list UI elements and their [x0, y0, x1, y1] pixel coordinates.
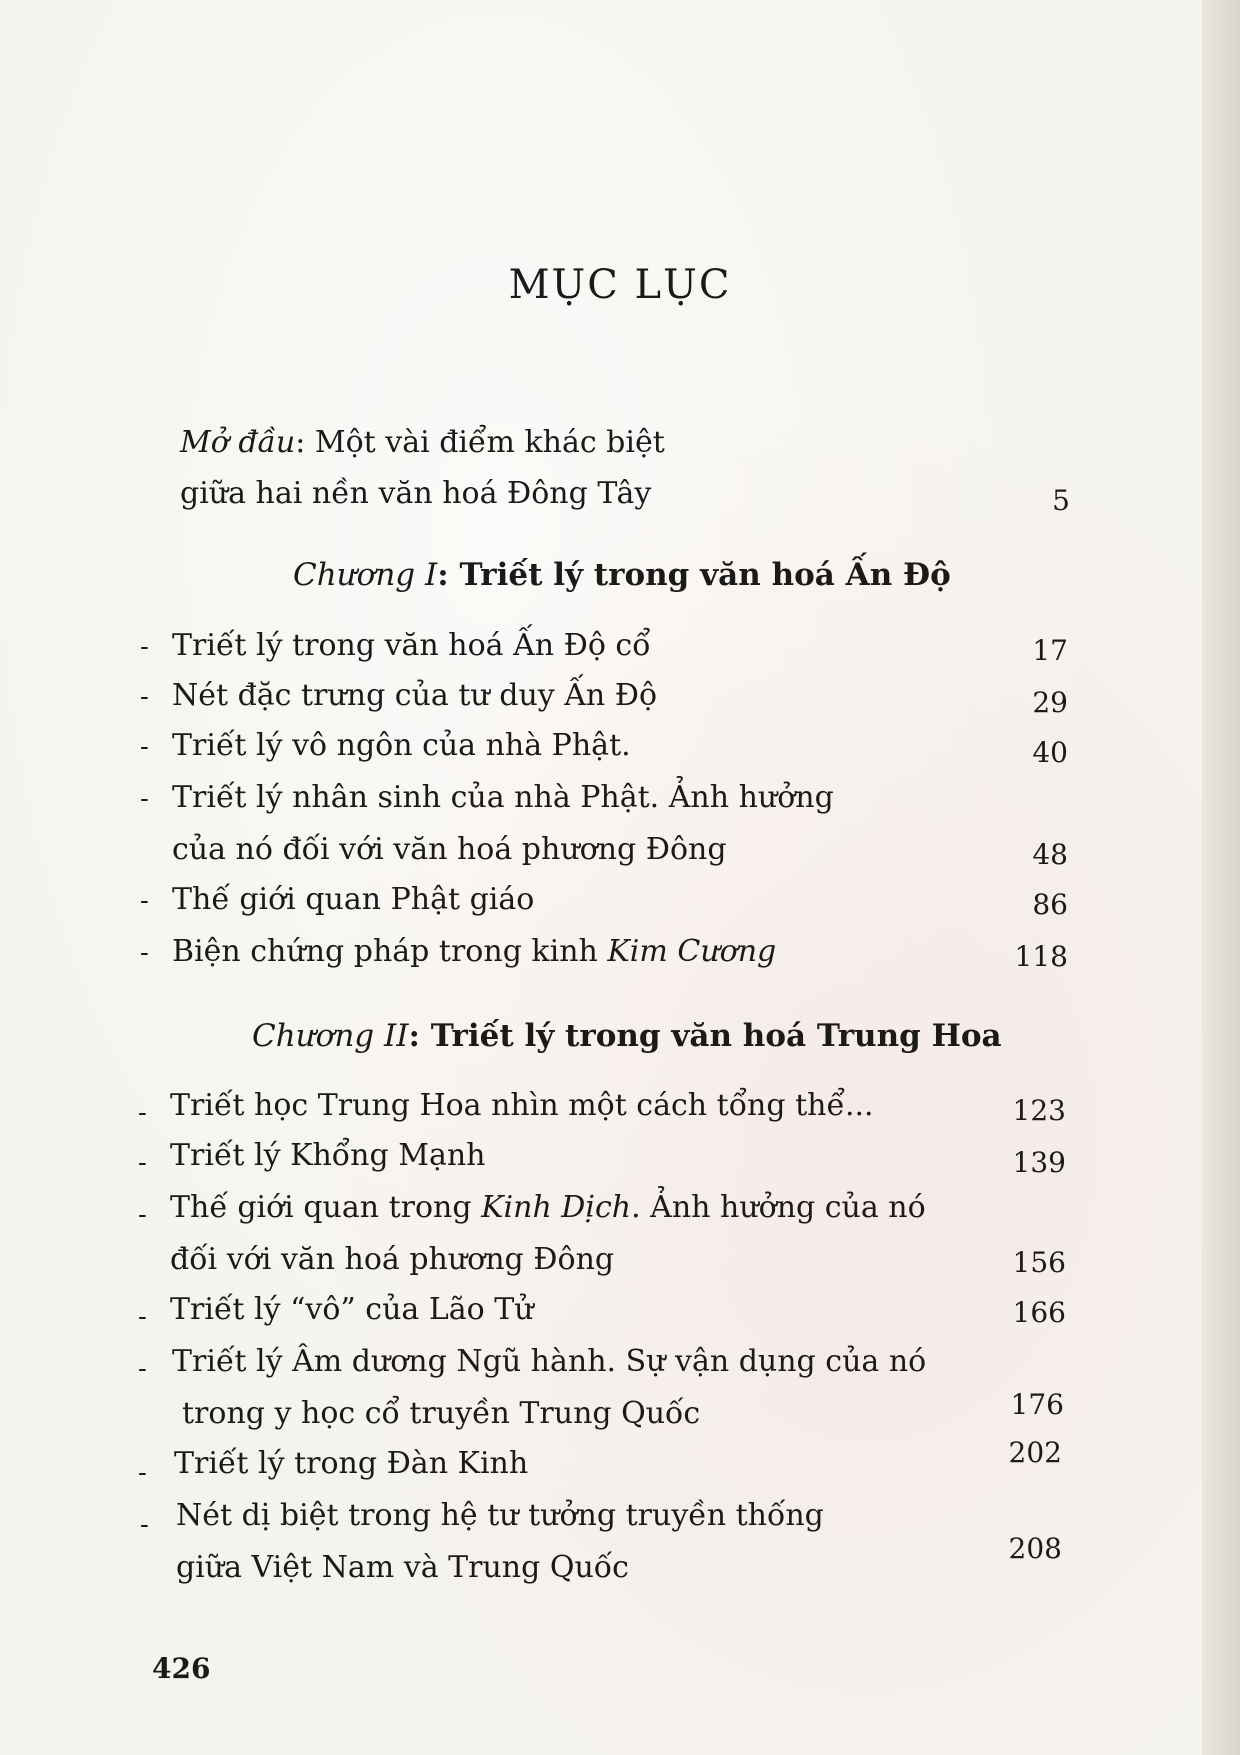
bullet-dash: - [140, 632, 149, 662]
bullet-dash: - [138, 1148, 147, 1178]
toc-entry-page: 86 [1032, 888, 1068, 921]
chapter-2-title: : Triết lý trong văn hoá Trung Hoa [408, 1018, 1002, 1054]
toc-entry: Triết học Trung Hoa nhìn một cách tổng thể... [170, 1088, 874, 1123]
toc-entry-page: 29 [1032, 686, 1068, 719]
intro-lead: Mở đầu [180, 425, 296, 460]
toc-entry-text-after: . Ảnh hưởng của nó [631, 1190, 926, 1225]
bullet-dash: - [138, 1354, 147, 1384]
toc-entry-page: 17 [1032, 634, 1068, 667]
toc-entry: Triết lý trong Đàn Kinh [174, 1446, 529, 1481]
intro-line-1 [180, 425, 665, 461]
footer-page-number: 426 [152, 1652, 211, 1685]
intro-line-2: giữa hai nền văn hoá Đông Tây [180, 476, 652, 511]
page-title: MỤC LỤC [508, 262, 732, 308]
toc-entry-page: 208 [1008, 1532, 1062, 1565]
bullet-dash: - [140, 886, 149, 916]
bullet-dash: - [138, 1302, 147, 1332]
toc-entry-page: 139 [1012, 1146, 1066, 1179]
toc-entry-page: 48 [1032, 838, 1068, 871]
toc-entry-line-2: đối với văn hoá phương Đông [170, 1242, 615, 1277]
intro-page-number: 5 [1052, 484, 1070, 517]
bullet-dash: - [140, 732, 149, 762]
toc-entry-page: 40 [1032, 736, 1068, 769]
bullet-dash: - [140, 682, 149, 712]
bullet-dash: - [140, 938, 149, 968]
bullet-dash: - [140, 1510, 149, 1540]
toc-entry: Triết lý vô ngôn của nhà Phật. [172, 728, 631, 763]
toc-entry-page: 176 [1010, 1388, 1064, 1421]
toc-entry-italic: Kinh Dịch [481, 1190, 632, 1225]
toc-entry-line-2: của nó đối với văn hoá phương Đông [172, 832, 727, 867]
chapter-2-label: Chương II [252, 1018, 409, 1054]
chapter-2-heading [252, 1018, 1002, 1054]
chapter-1-label: Chương I [293, 557, 438, 593]
toc-entry-page: 123 [1012, 1094, 1066, 1127]
toc-entry-line-2: trong y học cổ truyền Trung Quốc [182, 1396, 701, 1431]
toc-entry-italic: Kim Cương [607, 934, 777, 969]
chapter-1-heading [293, 557, 951, 593]
toc-entry-line-1 [170, 1190, 926, 1226]
toc-entry-text: Biện chứng pháp trong kinh [172, 934, 608, 969]
bullet-dash: - [138, 1200, 147, 1230]
toc-entry: Nét đặc trưng của tư duy Ấn Độ [172, 678, 658, 713]
toc-entry-text: Thế giới quan trong [170, 1190, 482, 1225]
toc-entry-page: 166 [1012, 1296, 1066, 1329]
bullet-dash: - [138, 1458, 147, 1488]
toc-entry-page: 156 [1012, 1246, 1066, 1279]
toc-entry-line-2: giữa Việt Nam và Trung Quốc [176, 1550, 629, 1585]
toc-entry: Thế giới quan Phật giáo [172, 882, 535, 917]
chapter-1-title: : Triết lý trong văn hoá Ấn Độ [437, 557, 951, 593]
toc-entry: Triết lý trong văn hoá Ấn Độ cổ [172, 628, 651, 663]
toc-entry [172, 934, 776, 970]
toc-entry: Triết lý Khổng Mạnh [170, 1138, 486, 1173]
toc-entry-line-1: Triết lý Âm dương Ngũ hành. Sự vận dụng của nó [172, 1344, 927, 1379]
toc-entry-page: 118 [1014, 940, 1068, 973]
intro-text-1: : Một vài điểm khác biệt [295, 425, 665, 460]
toc-entry: Triết lý “vô” của Lão Tử [170, 1292, 534, 1327]
bullet-dash: - [140, 784, 149, 814]
toc-entry-page: 202 [1008, 1436, 1062, 1469]
toc-entry-line-1: Nét dị biệt trong hệ tư tưởng truyền thống [176, 1498, 824, 1533]
toc-entry-line-1: Triết lý nhân sinh của nhà Phật. Ảnh hưởng [172, 780, 834, 815]
bullet-dash: - [138, 1098, 147, 1128]
